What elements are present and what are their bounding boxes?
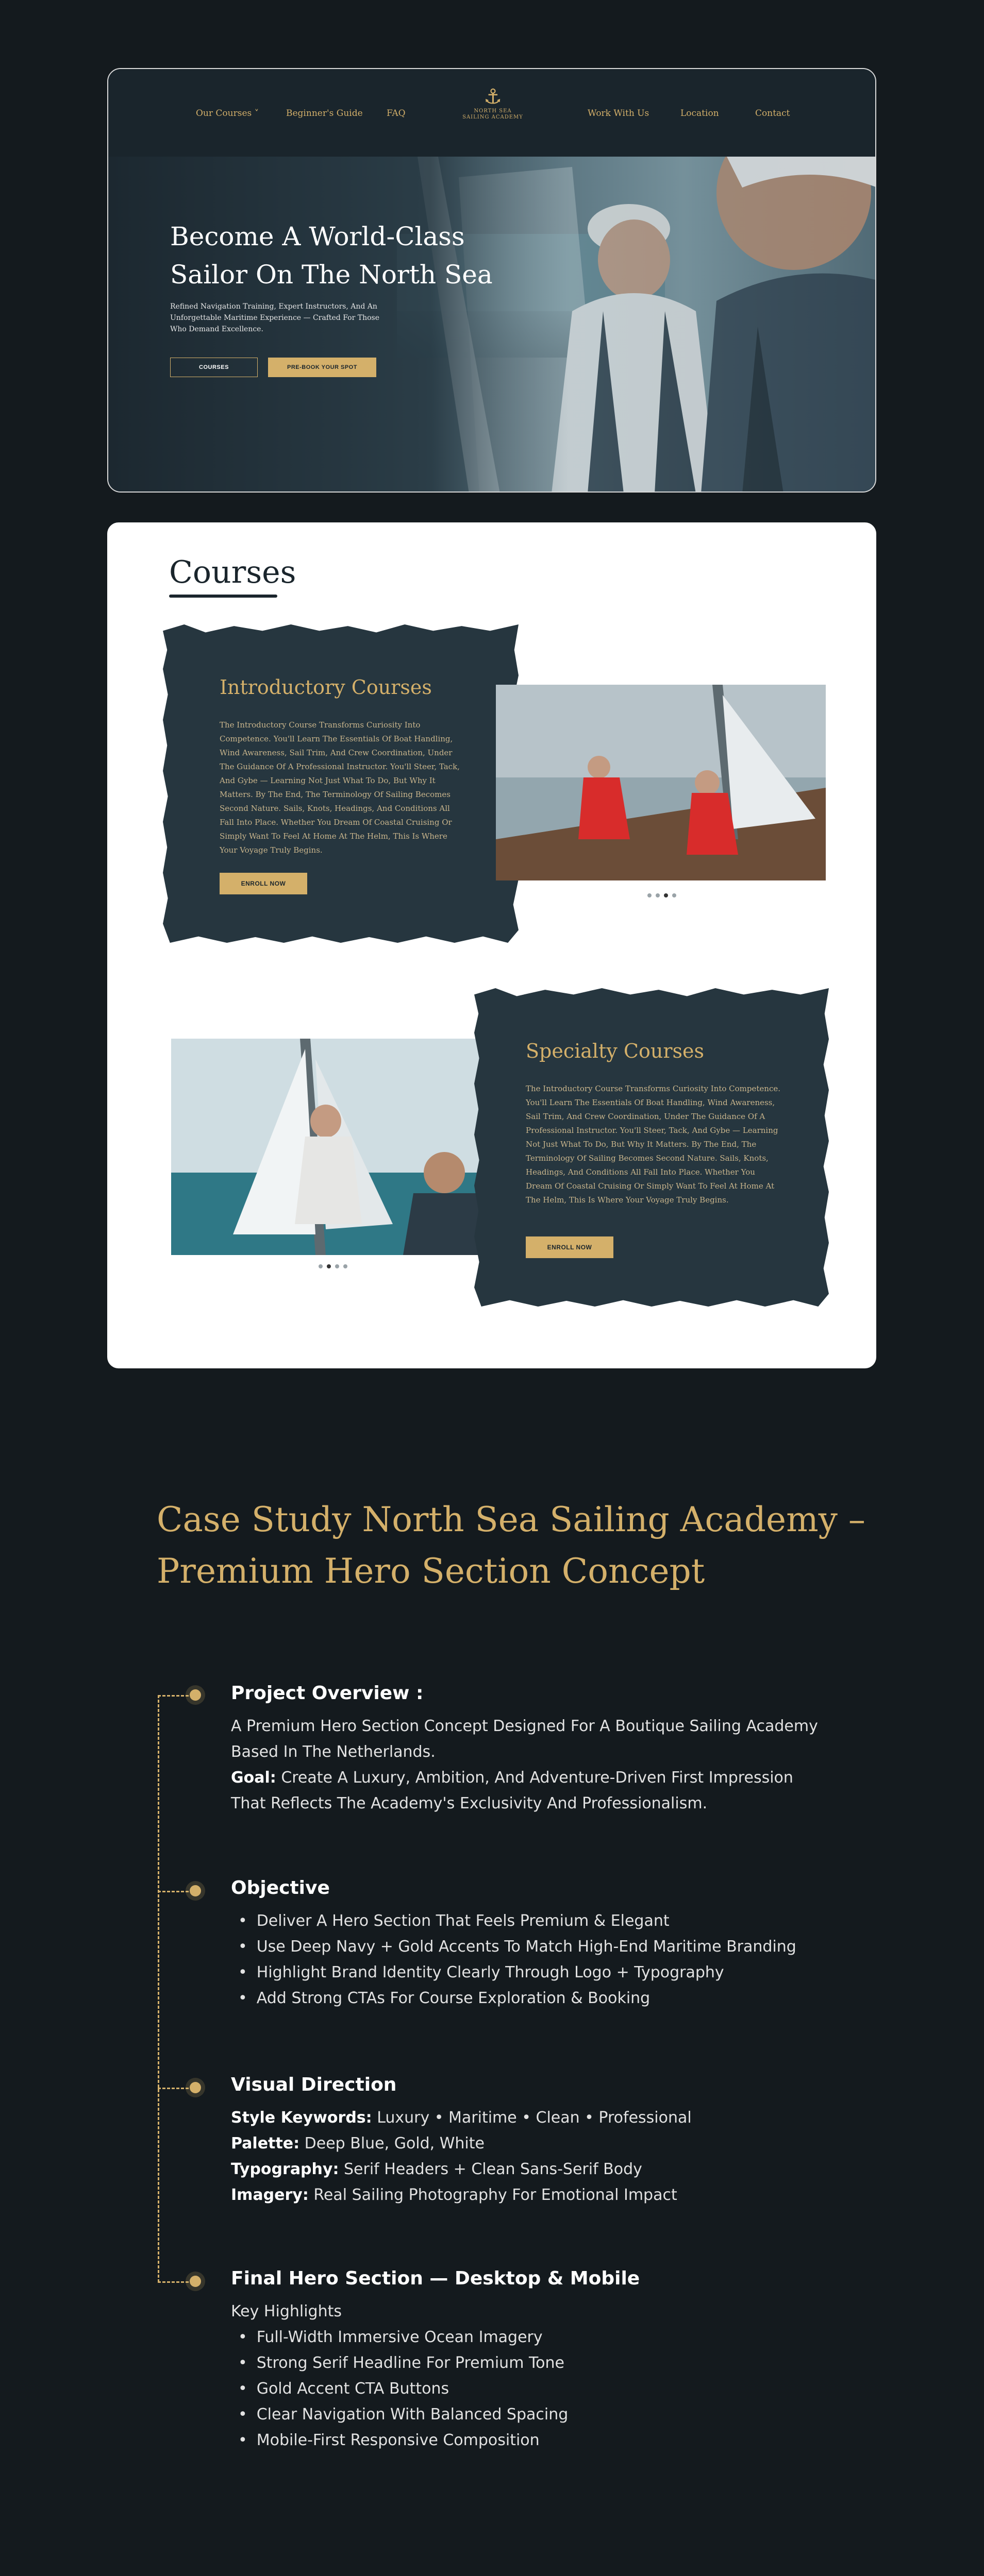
hero-title: Become A World-Class Sailor On The North Sea xyxy=(170,222,493,290)
list-item: • Add Strong CTAs For Course Exploration & Booking xyxy=(231,1986,796,2011)
list-item: • Deliver A Hero Section That Feels Premium & Elegant xyxy=(231,1908,796,1934)
row-value: Serif Headers + Clean Sans-Serif Body xyxy=(344,2160,642,2178)
timeline-connector xyxy=(158,2088,189,2089)
nav-our-courses[interactable]: Our Courses ˅ xyxy=(196,108,259,118)
list-item: • Clear Navigation With Balanced Spacing xyxy=(231,2402,568,2428)
visual-row-typography xyxy=(231,2157,829,2182)
goal-label: Goal: xyxy=(231,1769,276,1787)
heading-brush-underline xyxy=(169,595,277,598)
intro-course-title: Introductory Courses xyxy=(220,676,432,699)
list-item: • Full-Width Immersive Ocean Imagery xyxy=(231,2325,568,2350)
timeline-dot xyxy=(190,1689,201,1701)
carousel-dot[interactable] xyxy=(656,893,660,897)
visual-direction-rows xyxy=(231,2105,829,2208)
nav-faq[interactable]: FAQ xyxy=(387,108,406,118)
specialty-course-photo xyxy=(171,1039,501,1255)
overview-heading: Project Overview : xyxy=(231,1683,424,1704)
brand-logo[interactable] xyxy=(459,86,526,121)
specialty-course-title: Specialty Courses xyxy=(526,1040,704,1062)
list-item: • Gold Accent CTA Buttons xyxy=(231,2376,568,2402)
objective-list xyxy=(231,1908,796,2011)
courses-card xyxy=(107,522,876,1368)
courses-button[interactable]: COURSES xyxy=(170,358,258,377)
logo-text-line2: SAILING ACADEMY xyxy=(462,114,523,120)
timeline-connector xyxy=(158,2281,189,2283)
carousel-dot[interactable] xyxy=(319,1264,323,1268)
nav-work-with-us[interactable]: Work With Us xyxy=(588,108,649,118)
row-label: Palette: xyxy=(231,2134,300,2153)
carousel-dot[interactable] xyxy=(335,1264,339,1268)
final-key-highlights-label: Key Highlights xyxy=(231,2302,342,2320)
row-value: Luxury • Maritime • Clean • Professional xyxy=(377,2109,692,2127)
nav-location[interactable]: Location xyxy=(680,108,719,118)
carousel-dot-active[interactable] xyxy=(327,1264,331,1268)
row-label: Style Keywords: xyxy=(231,2109,372,2127)
carousel-dot[interactable] xyxy=(647,893,652,897)
timeline-dot xyxy=(190,2082,201,2093)
anchor-emblem-icon: ⚓ xyxy=(483,86,502,108)
timeline-connector xyxy=(158,1891,189,1892)
timeline-line xyxy=(158,1695,159,2282)
carousel-dot[interactable] xyxy=(672,893,676,897)
carousel-dot-active[interactable] xyxy=(664,893,668,897)
intro-carousel-dots[interactable] xyxy=(647,893,676,897)
intro-course-photo xyxy=(496,685,826,880)
timeline-connector xyxy=(158,1695,189,1697)
visual-row-palette xyxy=(231,2131,829,2157)
intro-course-body: The Introductory Course Transforms Curiosity Into Competence. You'll Learn The Essentials Of Boat Handling, Wind Awareness, Sail Trim, And Crew Coordination, Under The Guidance Of A Professional Instructor. You'll Steer, Tack, And Gybe — Learning Not Just What To Do, But Why It Matters. By The End, The Terminology Of Sailing Becomes Second Nature. Sails, Knots, Headings, And Conditions All Fall Into Place. Whether You Dream Of Coastal Cruising Or Simply Want To Feel At Home At The Helm, This Is Where Your Voyage Truly Begins. xyxy=(220,720,460,855)
specialty-carousel-dots[interactable] xyxy=(319,1264,347,1268)
row-value: Deep Blue, Gold, White xyxy=(304,2134,485,2153)
timeline-dot xyxy=(190,2276,201,2287)
nav-beginners-guide[interactable]: Beginner's Guide xyxy=(286,108,363,118)
intro-enroll-button[interactable]: ENROLL NOW xyxy=(220,873,307,894)
visual-row-imagery xyxy=(231,2182,829,2208)
visual-row-style xyxy=(231,2105,829,2131)
overview-description: A Premium Hero Section Concept Designed For A Boutique Sailing Academy Based In The Netherlands. xyxy=(231,1717,818,1761)
case-study-title-line1: Case Study North Sea Sailing Academy – xyxy=(157,1500,865,1539)
row-value: Real Sailing Photography For Emotional Impact xyxy=(313,2186,677,2204)
case-study-title-line2: Premium Hero Section Concept xyxy=(157,1551,705,1591)
list-item: • Strong Serif Headline For Premium Tone xyxy=(231,2350,568,2376)
courses-heading: Courses xyxy=(169,554,296,590)
list-item: • Use Deep Navy + Gold Accents To Match High-End Maritime Branding xyxy=(231,1934,796,1960)
objective-heading: Objective xyxy=(231,1877,330,1899)
hero-subtitle: Refined Navigation Training, Expert Instructors, And An Unforgettable Maritime Experience — Crafted For Those Who Demand Excellence. xyxy=(170,302,379,333)
specialty-course-body: The Introductory Course Transforms Curiosity Into Competence. You'll Learn The Essentials Of Boat Handling, Wind Awareness, Sail Trim, And Crew Coordination, Under The Guidance Of A Professional Instructor. You'll Steer, Tack, And Gybe — Learning Not Just What To Do, But Why It Matters. By The End, The Terminology Of Sailing Becomes Second Nature. Sails, Knots, Headings, And Conditions All Fall Into Place. Whether You Dream Of Coastal Cruising Or Simply Want To Feel At Home At The Helm, This Is Where Your Voyage Truly Begins. xyxy=(526,1084,780,1205)
timeline-dot xyxy=(190,1885,201,1896)
list-item: • Mobile-First Responsive Composition xyxy=(231,2428,568,2453)
row-label: Typography: xyxy=(231,2160,339,2178)
hero-nav xyxy=(108,69,875,157)
overview-text xyxy=(231,1714,829,1817)
carousel-dot[interactable] xyxy=(343,1264,347,1268)
goal-text: Create A Luxury, Ambition, And Adventure-Driven First Impression That Reflects The Academy's Exclusivity And Professionalism. xyxy=(231,1769,793,1812)
nav-contact[interactable]: Contact xyxy=(755,108,790,118)
specialty-enroll-button[interactable]: ENROLL NOW xyxy=(526,1236,613,1258)
list-item: • Highlight Brand Identity Clearly Through Logo + Typography xyxy=(231,1960,796,1986)
hero-card xyxy=(107,68,876,493)
row-label: Imagery: xyxy=(231,2186,309,2204)
pre-book-button[interactable]: PRE-BOOK YOUR SPOT xyxy=(268,358,376,377)
logo-text-line1: NORTH SEA xyxy=(474,108,512,114)
visual-direction-heading: Visual Direction xyxy=(231,2074,397,2095)
final-highlights-list xyxy=(231,2325,568,2453)
final-hero-heading: Final Hero Section — Desktop & Mobile xyxy=(231,2268,640,2289)
